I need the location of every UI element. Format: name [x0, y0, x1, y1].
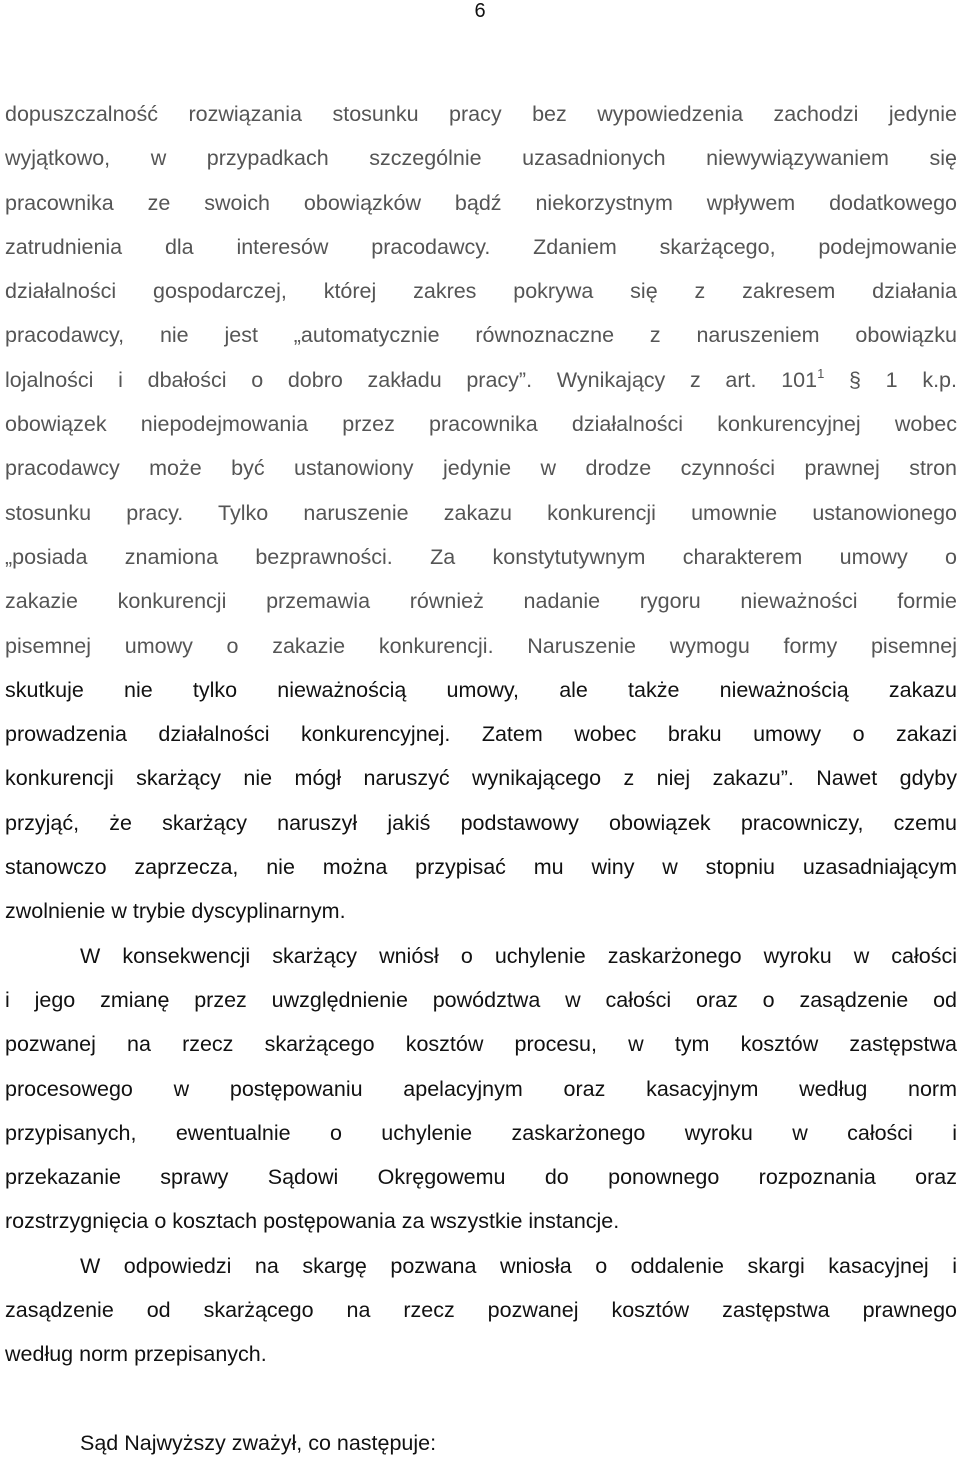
text-line: wyjątkowo, w przypadkach szczególnie uzasadnionych niewywiązywaniem się: [5, 146, 957, 171]
text-line: konkurencji skarżący nie mógł naruszyć wynikającego z niej zakazu”. Nawet gdyby: [5, 766, 957, 791]
text-line: W konsekwencji skarżący wniósł o uchylenie zaskarżonego wyroku w całości: [80, 943, 957, 968]
superscript: 1: [817, 365, 825, 381]
text-line: prowadzenia działalności konkurencyjnej. Zatem wobec braku umowy o zakazi: [5, 722, 957, 747]
text-line: procesowego w postępowaniu apelacyjnym oraz kasacyjnym według norm: [5, 1076, 957, 1101]
paragraph-gap: [5, 1377, 957, 1421]
text-line: [5, 358, 957, 402]
text-line: rozstrzygnięcia o kosztach postępowania za wszystkie instancje.: [5, 1209, 620, 1234]
text-line: obowiązek niepodejmowania przez pracownika działalności konkurencyjnej wobec: [5, 412, 957, 437]
text-line: przypisanych, ewentualnie o uchylenie zaskarżonego wyroku w całości i: [5, 1120, 957, 1145]
text-line: działalności gospodarczej, której zakres pokrywa się z zakresem działania: [5, 279, 957, 304]
page-number: 6: [474, 0, 486, 22]
text-line: skutkuje nie tylko nieważnością umowy, ale także nieważnością zakazu: [5, 677, 957, 702]
text-line: dopuszczalność rozwiązania stosunku pracy bez wypowiedzenia zachodzi jedynie: [5, 102, 957, 126]
text-line: zatrudnienia dla interesów pracodawcy. Zdaniem skarżącego, podejmowanie: [5, 234, 957, 259]
text-line: pracodawcy, nie jest „automatycznie równoznaczne z naruszeniem obowiązku: [5, 323, 957, 348]
text-fragment: § 1 k.p.: [824, 367, 957, 392]
text-line: według norm przepisanych.: [5, 1342, 267, 1367]
text-line: pracodawcy może być ustanowiony jedynie w drodze czynności prawnej stron: [5, 456, 957, 481]
text-line: W odpowiedzi na skargę pozwana wniosła o oddalenie skargi kasacyjnej i: [80, 1253, 957, 1278]
text-line: pracownika ze swoich obowiązków bądź niekorzystnym wpływem dodatkowego: [5, 190, 957, 215]
text-fragment: lojalności i dbałości o dobro zakładu pracy”. Wynikający z art. 101: [5, 367, 818, 392]
text-line: zasądzenie od skarżącego na rzecz pozwanej kosztów zastępstwa prawnego: [5, 1298, 957, 1323]
text-line: pisemnej umowy o zakazie konkurencji. Naruszenie wymogu formy pisemnej: [5, 633, 957, 658]
text-line: przyjąć, że skarżący naruszył jakiś podstawowy obowiązek pracowniczy, czemu: [5, 810, 957, 835]
text-line: stosunku pracy. Tylko naruszenie zakazu konkurencji umownie ustanowionego: [5, 500, 957, 525]
text-line: zwolnienie w trybie dyscyplinarnym.: [5, 899, 346, 924]
text-line: i jego zmianę przez uwzględnienie powództwa w całości oraz o zasądzenie od: [5, 987, 957, 1012]
text-line: przekazanie sprawy Sądowi Okręgowemu do ponownego rozpoznania oraz: [5, 1165, 957, 1190]
text-line: zakazie konkurencji przemawia również nadanie rygoru nieważności formie: [5, 589, 957, 614]
text-line: pozwanej na rzecz skarżącego kosztów procesu, w tym kosztów zastępstwa: [5, 1032, 957, 1057]
text-line: „posiada znamiona bezprawności. Za konstytutywnym charakterem umowy o: [5, 544, 957, 569]
section-heading: Sąd Najwyższy zważył, co następuje:: [80, 1430, 437, 1455]
text-line: stanowczo zaprzecza, nie można przypisać mu winy w stopniu uzasadniającym: [5, 855, 957, 880]
document-body: [5, 92, 957, 1465]
